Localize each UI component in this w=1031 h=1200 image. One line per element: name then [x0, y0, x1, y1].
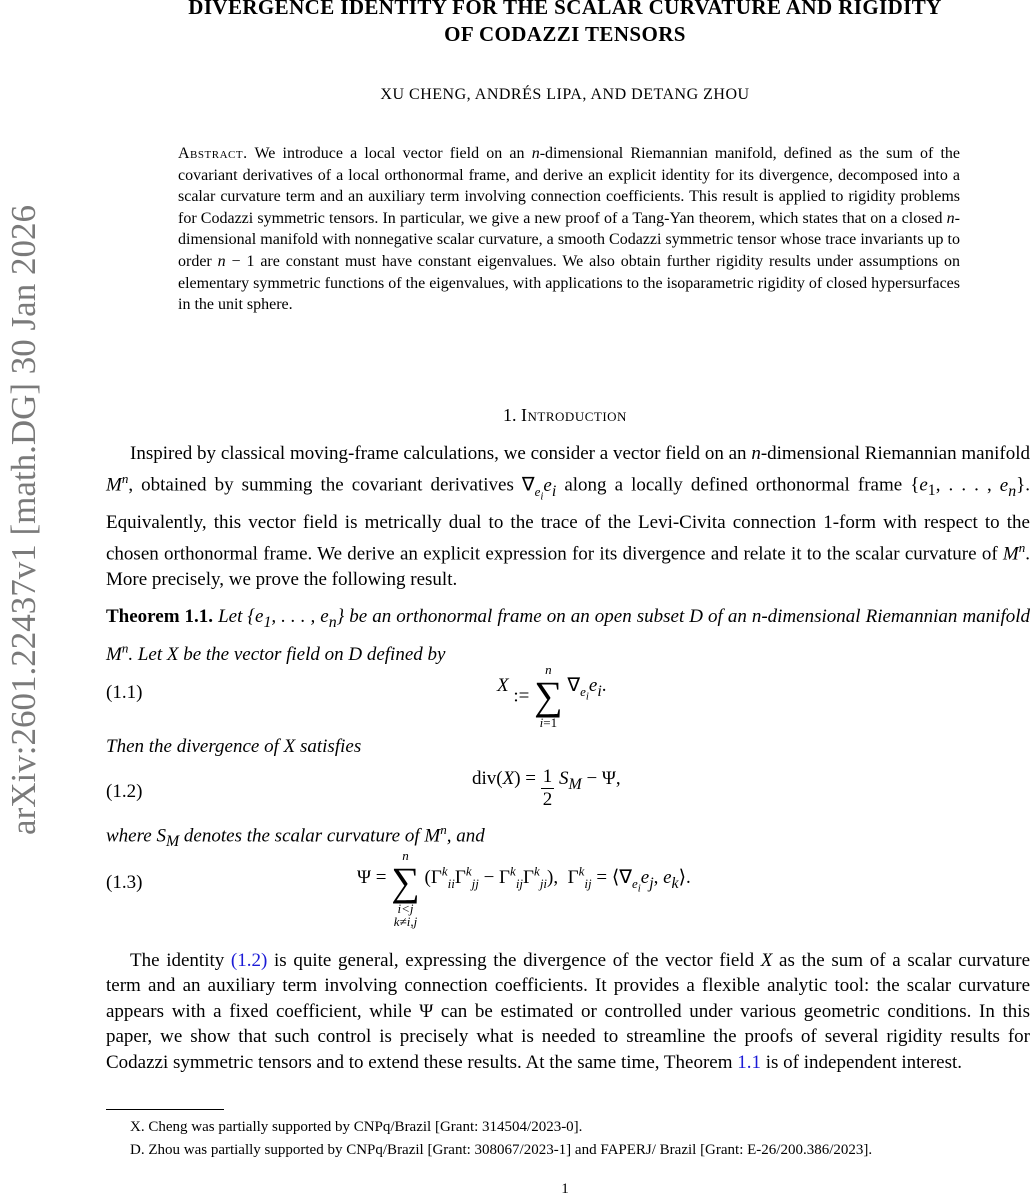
footnote-rule — [106, 1109, 224, 1110]
equation-ref-link[interactable]: (1.2) — [230, 950, 268, 971]
footnote-cheng: X. Cheng was partially supported by CNPq/Brazil [Grant: 314504/2023-0]. — [130, 1119, 583, 1135]
identity-paragraph: The identity (1.2) is quite general, expressing the divergence of the vector field X as the sum of a scalar curvature term and an auxiliary term involving connection coefficients. It provides a flexible analytic tool: the scalar curvature appears with a fixed coefficient, while Ψ can be estimated or controlled under various geometric conditions. In this paper, we show that such control is precisely what is needed to streamline the proofs of several rigidity results for Codazzi symmetric tensors and to extend these results. At the same time, Theorem 1.1 is of independent interest. — [106, 950, 1031, 1073]
arxiv-identifier: arXiv:2601.22437v1 [math.DG] 30 Jan 2026 — [4, 205, 43, 835]
section-heading: 1. Introduction — [503, 405, 627, 425]
page-number: 1 — [561, 1181, 569, 1197]
abstract: Abstract. We introduce a local vector field on an n-dimensional Riemannian manifold, defined as the sum of the covariant derivatives of a local orthonormal frame, and derive an explicit identity for its divergence, decomposed into a scalar curvature term and an auxiliary term involving connection coefficients. This result is applied to rigidity problems for Codazzi symmetric tensors. In particular, we give a new proof of a Tang-Yan theorem, which states that on a closed n-dimensional manifold with nonnegative scalar curvature, a smooth Codazzi symmetric tensor whose trace invariants up to order n − 1 are constant must have constant eigenvalues. We also obtain further rigidity results under assumptions on elementary symmetric functions of the eigenvalues, with applications to the isoparametric rigidity of closed hypersurfaces in the unit sphere. — [178, 145, 961, 314]
authors: XU CHENG, ANDRÉS LIPA, AND DETANG ZHOU — [380, 86, 750, 103]
equation-1-1: X := n ∑ i=1 $\nabla_{e_i}e_i$. — [497, 662, 607, 730]
equation-label-1-3: (1.3) — [106, 872, 143, 893]
theorem-label: Theorem 1.1. — [106, 606, 214, 627]
then-statement: Then the divergence of X satisfies — [106, 736, 362, 757]
paper-title: DIVERGENCE IDENTITY FOR THE SCALAR CURVATURE AND RIGIDITY OF CODAZZI TENSORS — [188, 0, 942, 46]
footnote-zhou: D. Zhou was partially supported by CNPq/Brazil [Grant: 308067/2023-1] and FAPERJ/ Brazil [Grant: E-26/200.386/2023]. — [130, 1142, 873, 1158]
where-statement: where $S_M$ denotes the scalar curvature of $M^n$, and — [106, 822, 485, 851]
equation-1-3: Ψ = n ∑ i<j k≠i,j $(\Gamma^k_{ii}\Gamma^k_{jj} - \Gamma^k_{ij}\Gamma^k_{ji})$, $\Gamma^k_{ij}$ = $⟨\nabla_{e_i}e_j$, $e_k⟩$. — [357, 848, 691, 929]
intro-paragraph: Inspired by classical moving-frame calculations, we consider a vector field on an n-dimensional Riemannian manifold $M^n$, obtained by summing the covariant derivatives $\nabla_{e_i}e_i$ along a locally defined orthonormal frame {$e_1$, . . . , $e_n$}. Equivalently, this vector field is metrically dual to the trace of the Levi-Civita connection 1-form with respect to the chosen orthonormal frame. We derive an explicit expression for its divergence and relate it to the scalar curvature of $M^n$. More precisely, we prove the following result. — [106, 443, 1030, 590]
equation-label-1-1: (1.1) — [106, 682, 143, 703]
theorem-1-1: Theorem 1.1. Let {$e_1$, . . . , $e_n$} be an orthonormal frame on an open subset D of an n-dimensional Riemannian manifold $M^n$. Let X be the vector field on D defined by — [106, 606, 1031, 665]
equation-label-1-2: (1.2) — [106, 781, 143, 802]
equation-1-2: div(X) = $\frac{1}{2}$ $S_M - \Psi$, — [472, 766, 621, 810]
arxiv-sidebar — [4, 150, 44, 890]
theorem-ref-link[interactable]: 1.1 — [737, 1051, 761, 1073]
abstract-label: Abstract. — [178, 145, 248, 162]
